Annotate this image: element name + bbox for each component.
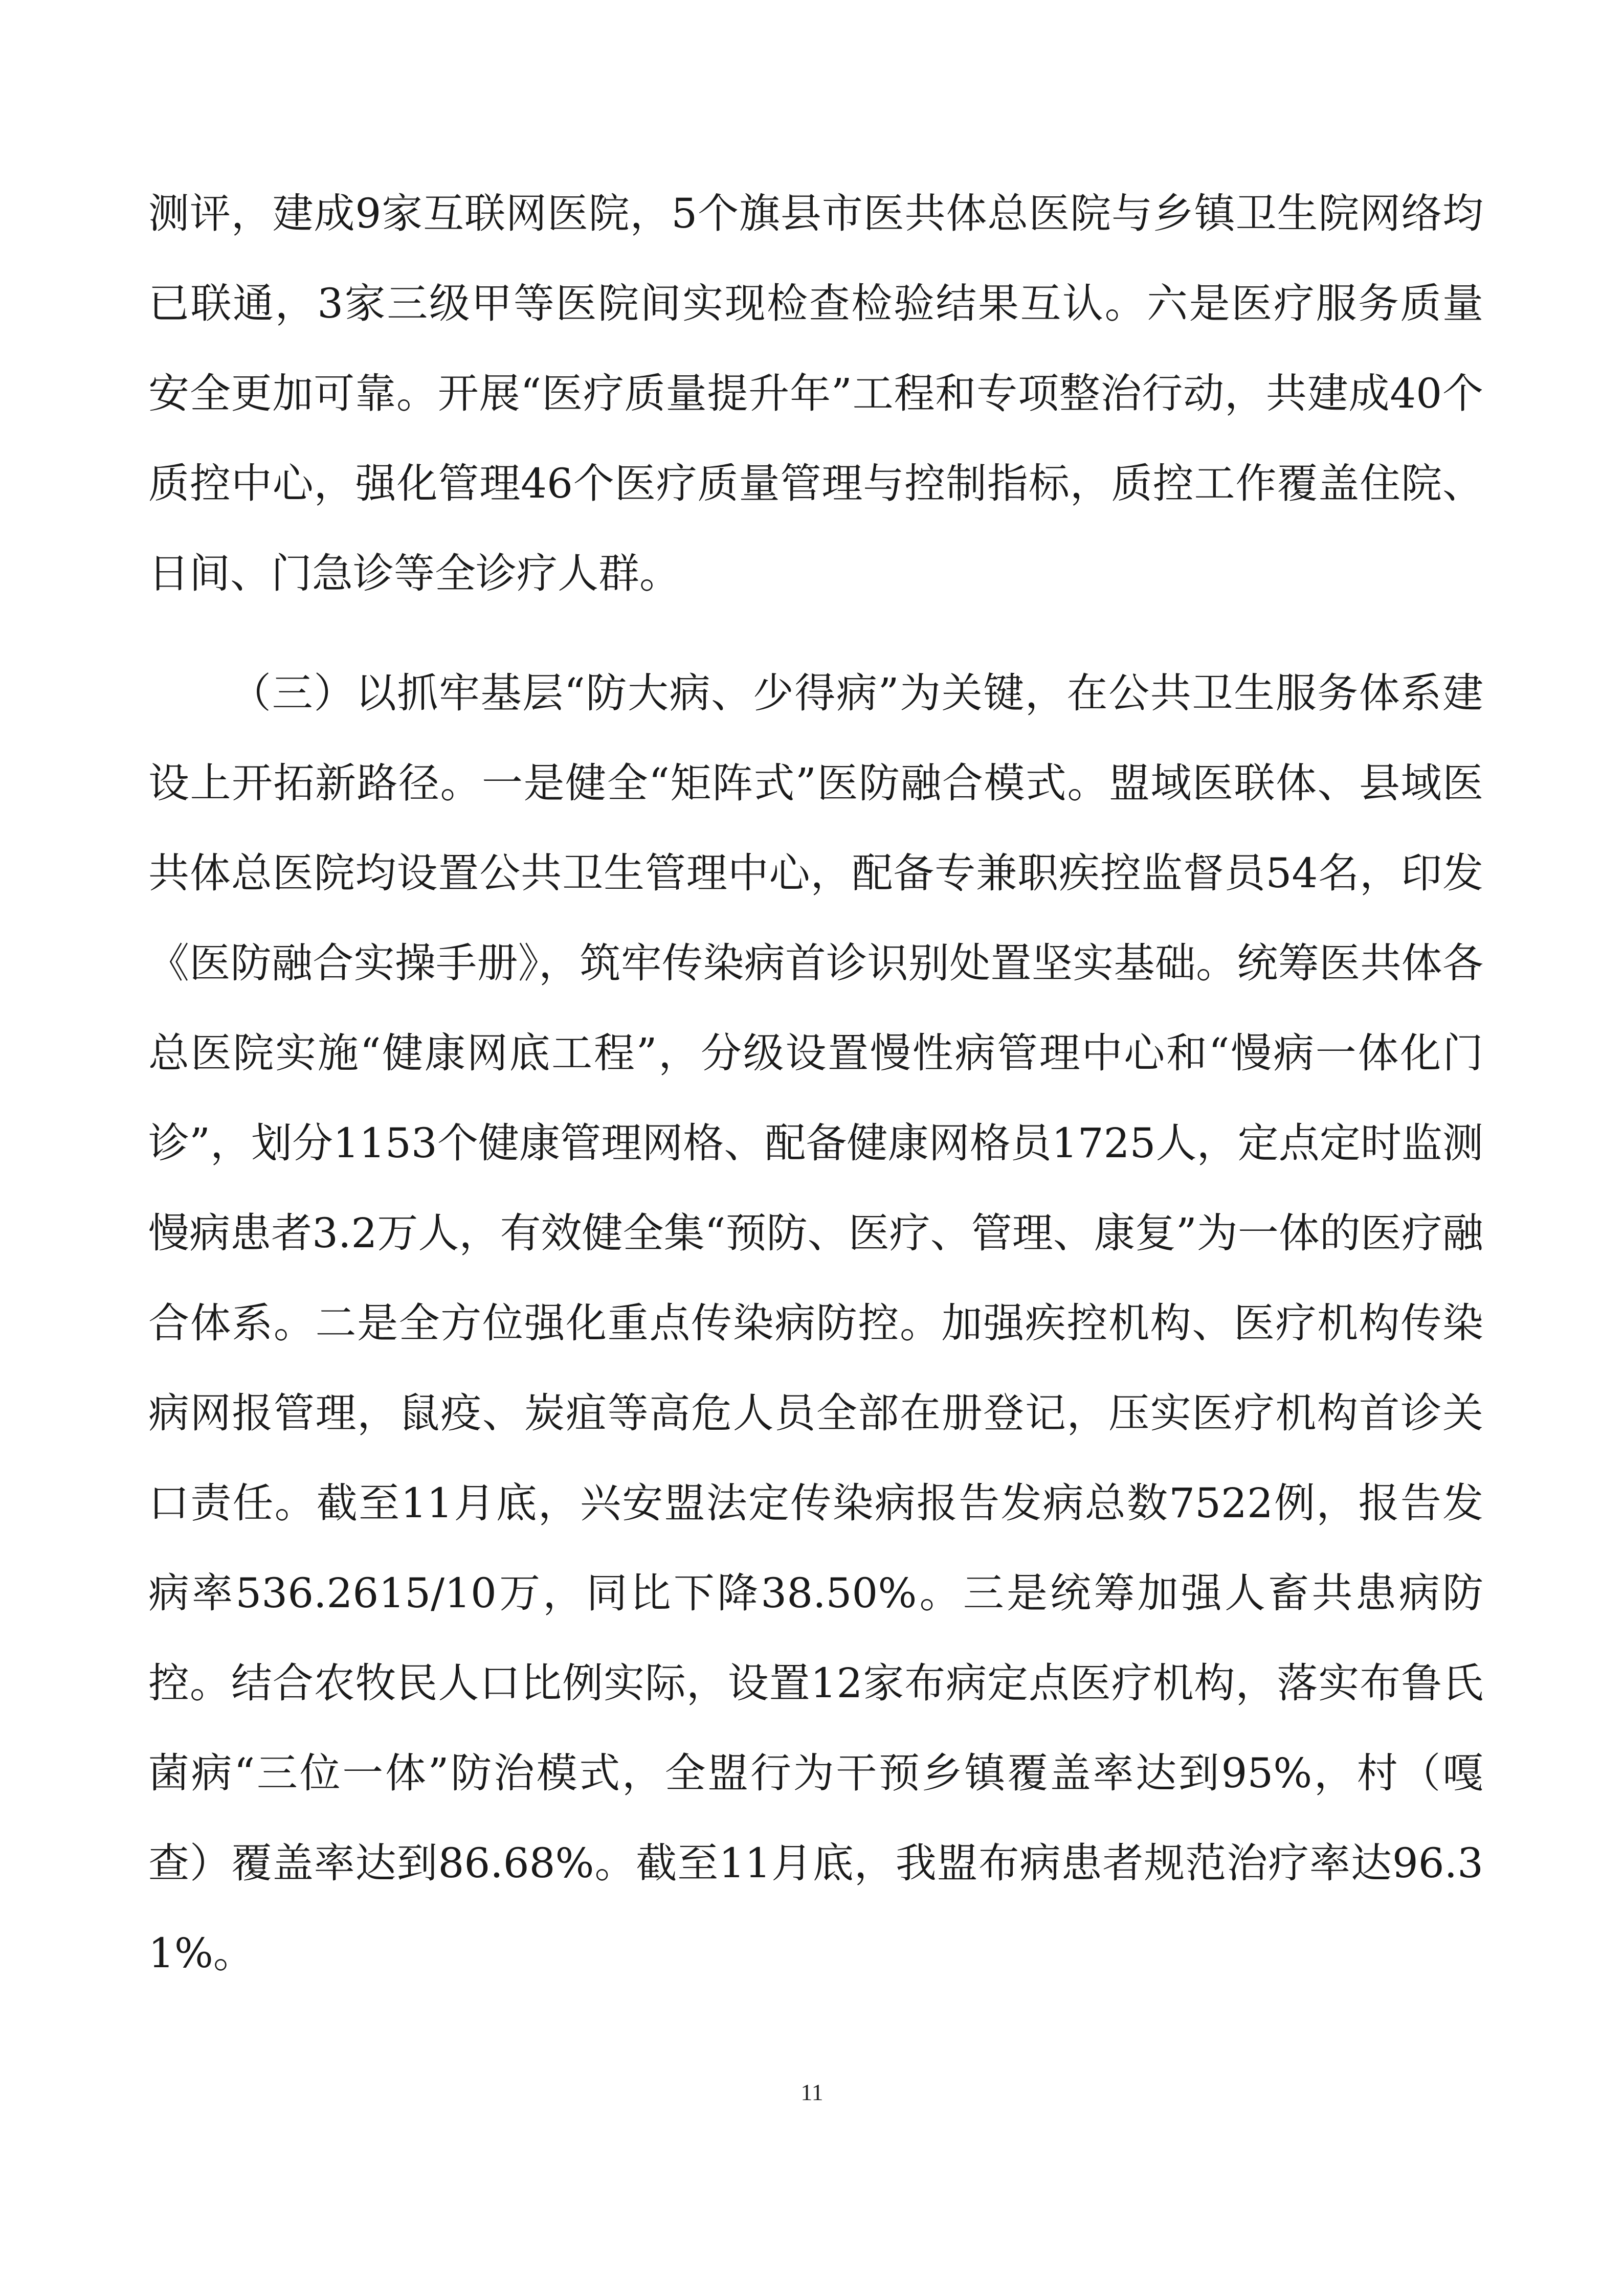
page-number: 11	[800, 2079, 824, 2105]
document-body	[148, 169, 1483, 1998]
paragraph-continuation: 测评，建成9家互联网医院，5个旗县市医共体总医院与乡镇卫生院网络均已联通，3家三级甲等医院间实现检查检验结果互认。六是医疗服务质量安全更加可靠。开展“医疗质量提升年”工程和专项整治行动，共建成40个质控中心，强化管理46个医疗质量管理与控制指标，质控工作覆盖住院、日间、门急诊等全诊疗人群。	[148, 190, 1483, 597]
paragraph-section-three: （三）以抓牢基层“防大病、少得病”为关键，在公共卫生服务体系建设上开拓新路径。一是健全“矩阵式”医防融合模式。盟域医联体、县域医共体总医院均设置公共卫生管理中心，配备专兼职疾控监督员54名，印发《医防融合实操手册》，筑牢传染病首诊识别处置坚实基础。统筹医共体各总医院实施“健康网底工程”，分级设置慢性病管理中心和“慢病一体化门诊”，划分1153个健康管理网格、配备健康网格员1725人，定点定时监测慢病患者3.2万人，有效健全集“预防、医疗、管理、康复”为一体的医疗融合体系。二是全方位强化重点传染病防控。加强疾控机构、医疗机构传染病网报管理，鼠疫、炭疽等高危人员全部在册登记，压实医疗机构首诊关口责任。截至11月底，兴安盟法定传染病报告发病总数7522例，报告发病率536.2615/10万，同比下降38.50%。三是统筹加强人畜共患病防控。结合农牧民人口比例实际，设置12家布病定点医疗机构，落实布鲁氏菌病“三位一体”防治模式，全盟行为干预乡镇覆盖率达到95%，村（嘎查）覆盖率达到86.68%。截至11月底，我盟布病患者规范治疗率达96.31%。	[148, 669, 1483, 1977]
